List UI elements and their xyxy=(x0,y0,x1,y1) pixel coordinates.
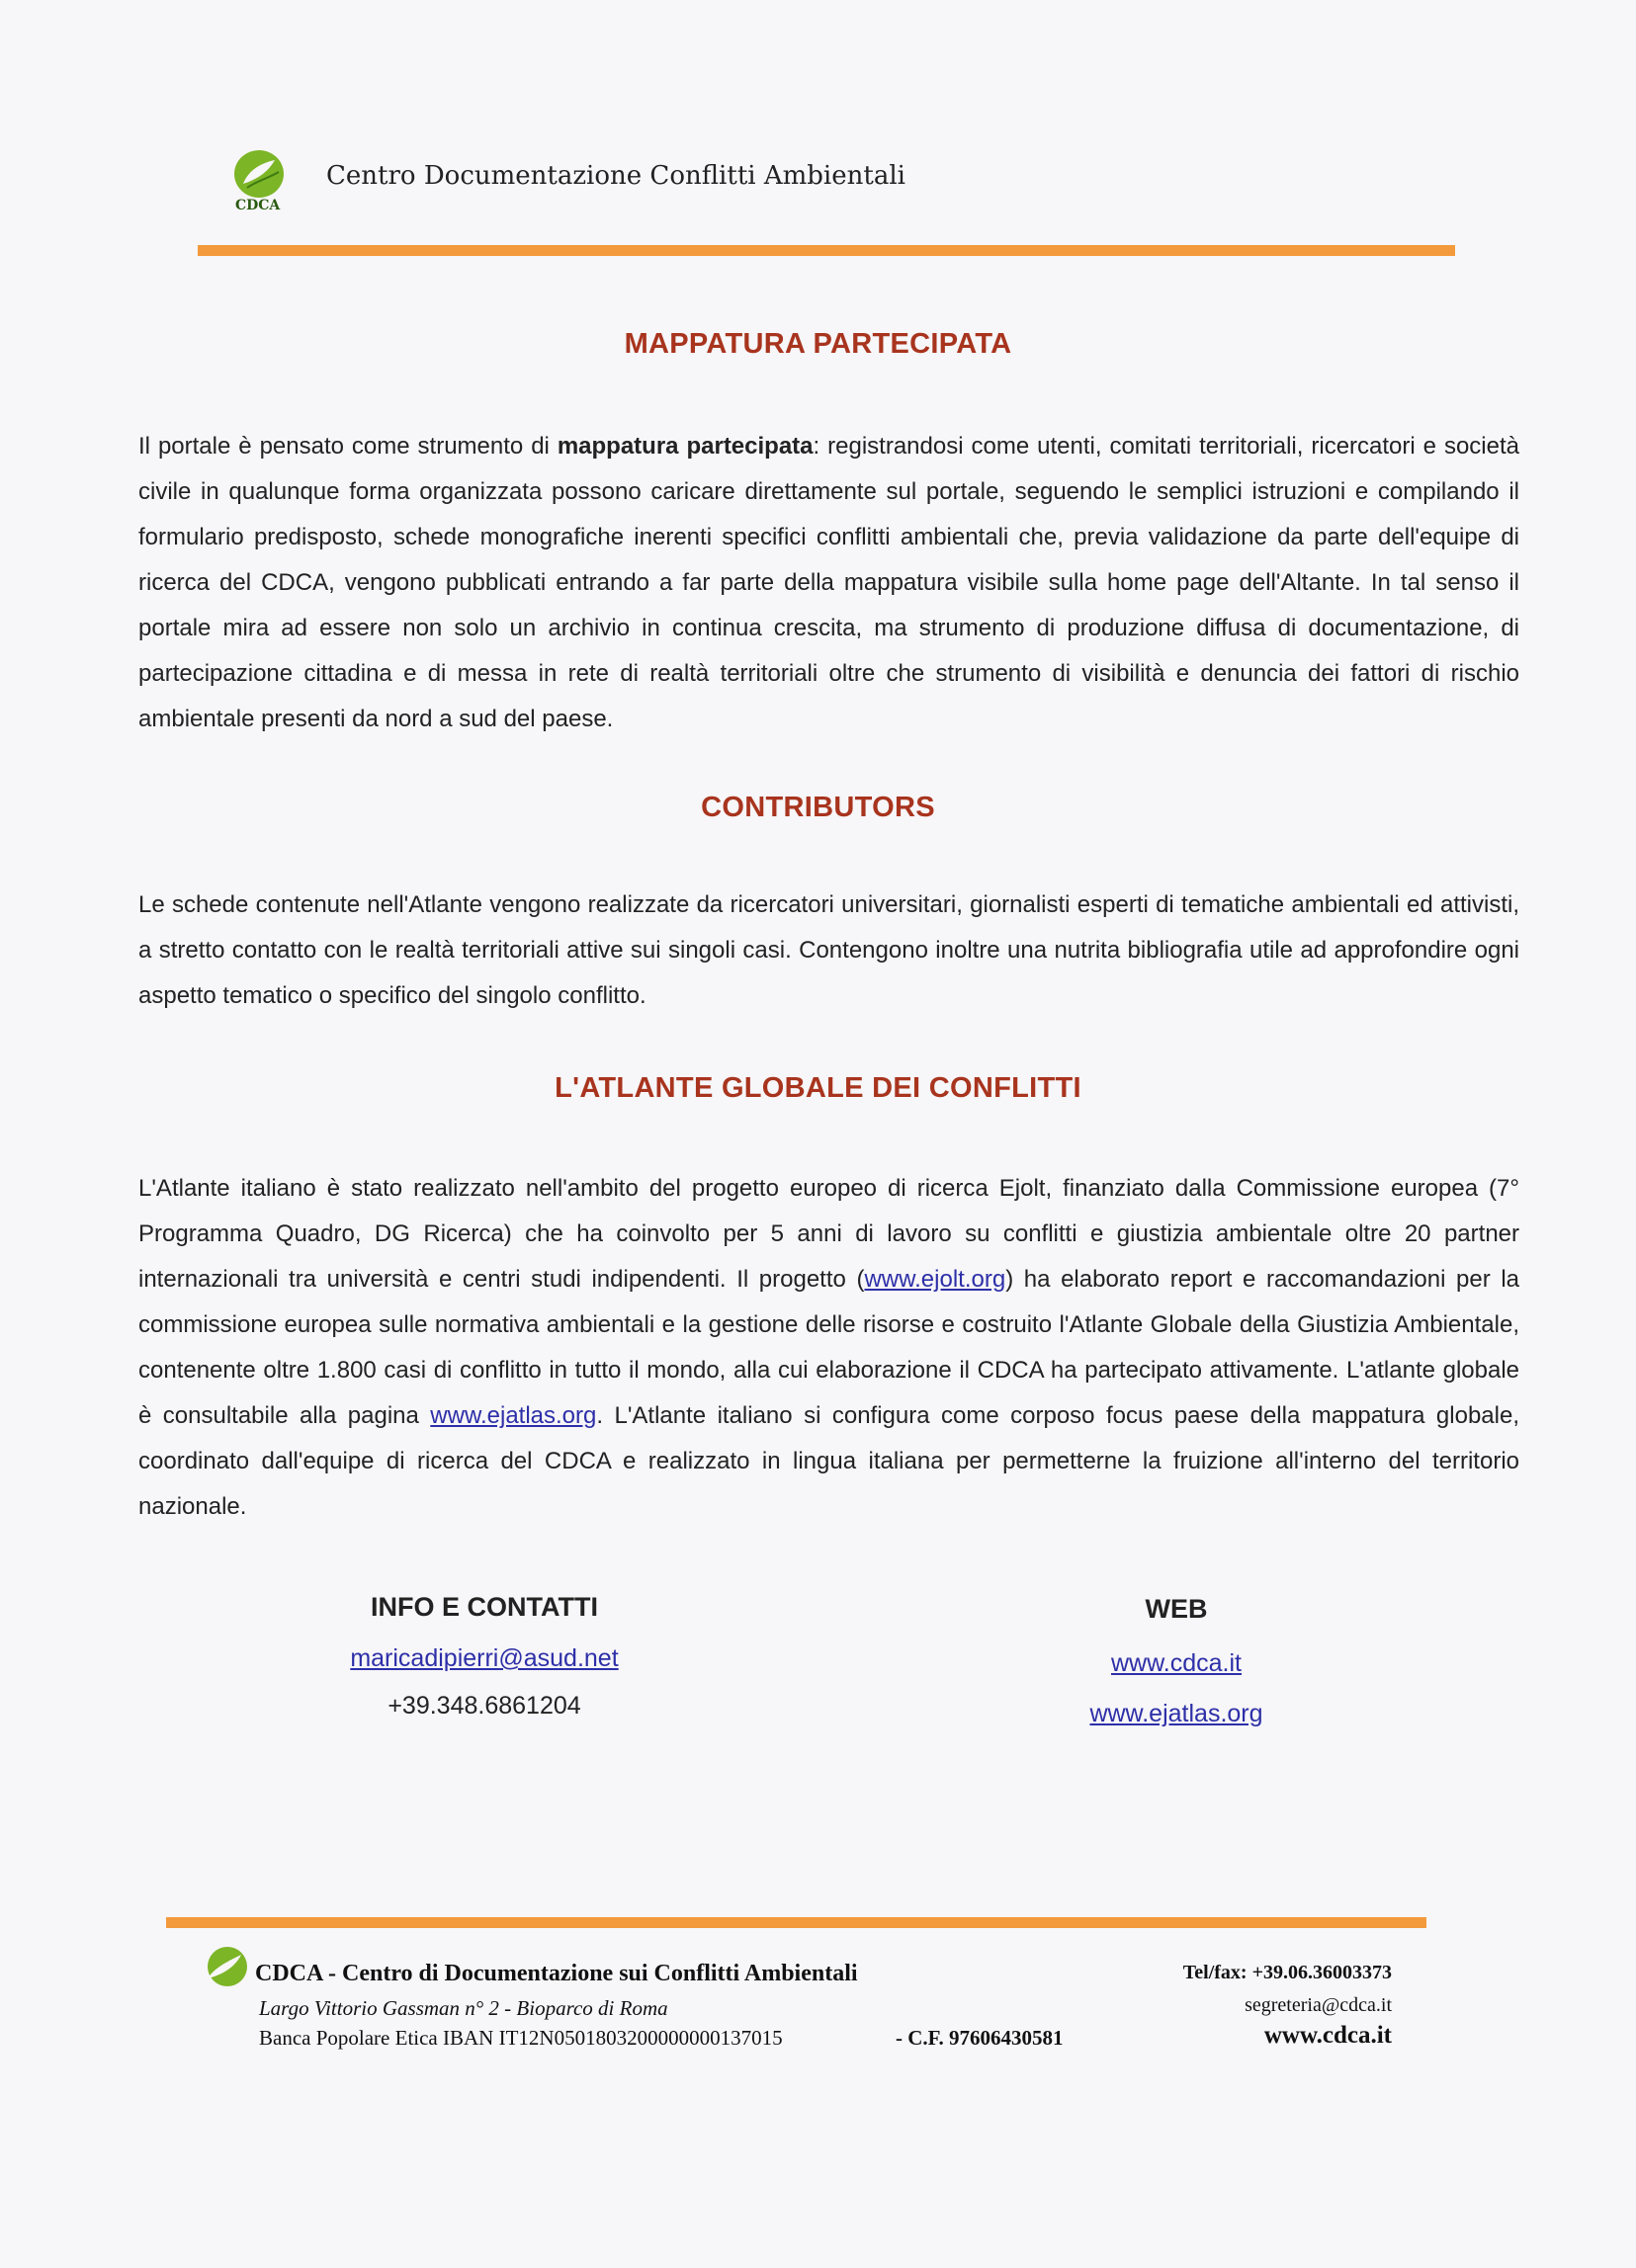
paragraph-text: L'Atlante italiano è stato realizzato nell'ambito del progetto europeo di ricerca Ejolt, finanziato dalla Commissione europea (7° Programma Quadro, DG Ricerca) che ha coinvolto per 5 anni di lavoro su conflitti e giustizia ambientale oltre 20 partner internazionali tra università e centri studi indipendenti. Il progetto ( xyxy=(138,1175,1519,1293)
section-heading-mappatura: MAPPATURA PARTECIPATA xyxy=(624,328,1012,360)
paragraph-contributors: Le schede contenute nell'Atlante vengono realizzate da ricercatori universitari, giornalisti esperti di tematiche ambientali ed attivisti, a stretto contatto con le realtà territoriali attive sui singoli casi. Contengono inoltre una nutrita bibliografia utile ad approfondire ogni aspetto tematico o specifico del singolo conflitto. xyxy=(138,891,1519,1009)
ejatlas-link[interactable]: www.ejatlas.org xyxy=(430,1402,597,1429)
footer-bank-iban: Banca Popolare Etica IBAN IT12N0501803200000000137015 xyxy=(259,2026,783,2050)
footer-website: www.cdca.it xyxy=(1263,2022,1392,2049)
paragraph-text: : registrandosi come utenti, comitati territoriali, ricercatori e società civile in qualunque forma organizzata possono caricare direttamente sul portale, seguendo le semplici istruzioni e compilando il formulario predisposto, schede monografiche inerenti specifici conflitti ambientali che, previa validazione da parte dell'equipe di ricerca del CDCA, vengono pubblicati entrando a far parte della mappatura visibile sulla home page dell'Altante. In tal senso il portale mira ad essere non solo un archivio in continua crescita, ma strumento di produzione diffusa di documentazione, di partecipazione cittadina e di messa in rete di realtà territoriali oltre che strumento di visibilità e denuncia dei fattori di rischio ambientale presenti da nord a sud del paese. xyxy=(138,433,1520,732)
footer-org-name: CDCA - Centro di Documentazione sui Conflitti Ambientali xyxy=(255,1961,858,1986)
web-link-cdca[interactable]: www.cdca.it xyxy=(1111,1649,1242,1677)
info-contacts-title: INFO E CONTATTI xyxy=(371,1592,598,1622)
web-title: WEB xyxy=(1145,1594,1208,1624)
header-title: Centro Documentazione Conflitti Ambientali xyxy=(326,161,905,191)
section-heading-atlante-globale: L'ATLANTE GLOBALE DEI CONFLITTI xyxy=(555,1072,1081,1104)
ejolt-link[interactable]: www.ejolt.org xyxy=(864,1266,1006,1293)
paragraph-atlante-globale xyxy=(138,1166,1519,1530)
cdca-logo xyxy=(229,148,289,217)
footer-telfax: Tel/fax: +39.06.36003373 xyxy=(1182,1962,1392,1983)
contact-phone: +39.348.6861204 xyxy=(387,1692,581,1720)
paragraph-text: ) ha elaborato report e raccomandazioni per la commissione europea sulle normativa ambientali e la gestione delle risorse e costruito l'Atlante Globale della Giustizia Ambientale, contenente oltre 1.800 casi di conflitto in tutto il mondo, alla cui elaborazione il CDCA ha partecipato attivamente. L'atlante globale è consultabile alla pagina xyxy=(138,1266,1519,1429)
bottom-divider xyxy=(166,1917,1426,1928)
footer-address: Largo Vittorio Gassman n° 2 - Bioparco di Roma xyxy=(259,1996,668,2020)
section-heading-contributors: CONTRIBUTORS xyxy=(701,792,935,823)
contact-email-link[interactable]: maricadipierri@asud.net xyxy=(350,1644,619,1672)
paragraph-text: . L'Atlante italiano si configura come corposo focus paese della mappatura globale, coordinato dall'equipe di ricerca del CDCA e realizzato in lingua italiana per permetterne la fruizione all'interno del territorio nazionale. xyxy=(138,1402,1519,1520)
bold-term: mappatura partecipata xyxy=(557,433,814,460)
web-link-ejatlas[interactable]: www.ejatlas.org xyxy=(1089,1700,1263,1727)
paragraph-mappatura xyxy=(138,424,1519,742)
logo-text: CDCA xyxy=(235,198,281,213)
paragraph-text: Il portale è pensato come strumento di xyxy=(138,433,558,460)
top-divider xyxy=(198,245,1455,256)
footer-logo-icon xyxy=(202,1945,249,1990)
footer-email: segreteria@cdca.it xyxy=(1245,1994,1392,2016)
footer-fiscal-code: - C.F. 97606430581 xyxy=(896,2026,1064,2050)
